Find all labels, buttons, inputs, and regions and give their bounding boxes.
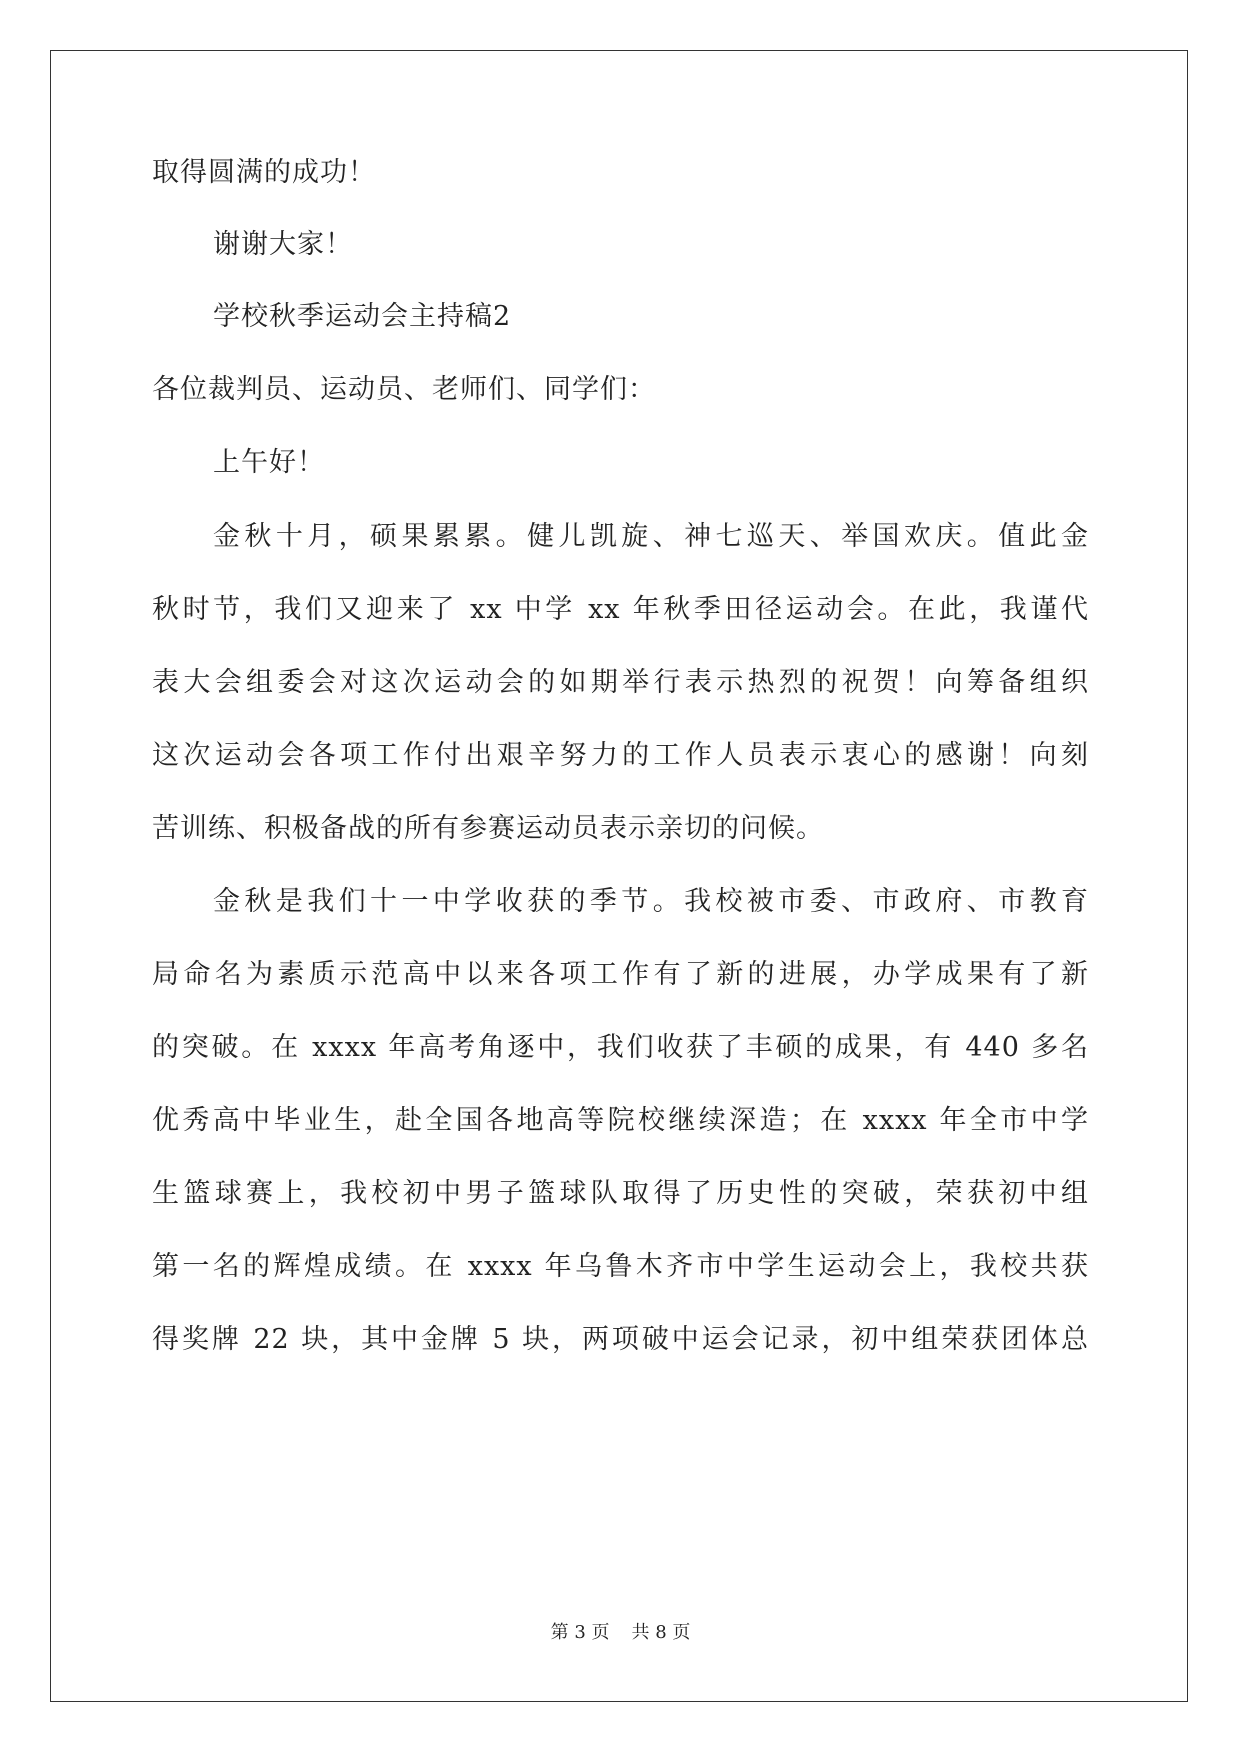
- section-title: 学校秋季运动会主持稿2: [213, 301, 512, 332]
- paragraph-line: 这次运动会各项工作付出艰辛努力的工作人员表示衷心的感谢！向刻: [152, 740, 1089, 771]
- text-line: 取得圆满的成功！: [152, 157, 376, 188]
- page-total: 共 8 页: [631, 1622, 691, 1643]
- paragraph-line: 表大会组委会对这次运动会的如期举行表示热烈的祝贺！向筹备组织: [152, 667, 1089, 698]
- paragraph-line: 秋时节，我们又迎来了 xx 中学 xx 年秋季田径运动会。在此，我谨代: [152, 594, 1089, 625]
- text-line: 谢谢大家！: [213, 229, 353, 260]
- paragraph-line: 得奖牌 22 块，其中金牌 5 块，两项破中运会记录，初中组荣获团体总: [152, 1324, 1089, 1355]
- paragraph-line: 苦训练、积极备战的所有参赛运动员表示亲切的问候。: [152, 813, 824, 844]
- paragraph-line: 生篮球赛上，我校初中男子篮球队取得了历史性的突破，荣获初中组: [152, 1178, 1089, 1209]
- paragraph-line: 第一名的辉煌成绩。在 xxxx 年乌鲁木齐市中学生运动会上，我校共获: [152, 1251, 1089, 1282]
- paragraph-line: 金秋十月，硕果累累。健儿凯旋、神七巡天、举国欢庆。值此金: [213, 521, 1089, 552]
- salutation: 各位裁判员、运动员、老师们、同学们：: [152, 374, 656, 405]
- paragraph-line: 的突破。在 xxxx 年高考角逐中，我们收获了丰硕的成果，有 440 多名: [152, 1032, 1089, 1063]
- paragraph-line: 局命名为素质示范高中以来各项工作有了新的进展，办学成果有了新: [152, 959, 1089, 990]
- greeting: 上午好！: [213, 447, 325, 478]
- page-number: 第 3 页: [550, 1622, 610, 1643]
- paragraph-line: 金秋是我们十一中学收获的季节。我校被市委、市政府、市教育: [213, 886, 1089, 917]
- paragraph-line: 优秀高中毕业生，赴全国各地高等院校继续深造；在 xxxx 年全市中学: [152, 1105, 1089, 1136]
- page-footer: [0, 1621, 1241, 1645]
